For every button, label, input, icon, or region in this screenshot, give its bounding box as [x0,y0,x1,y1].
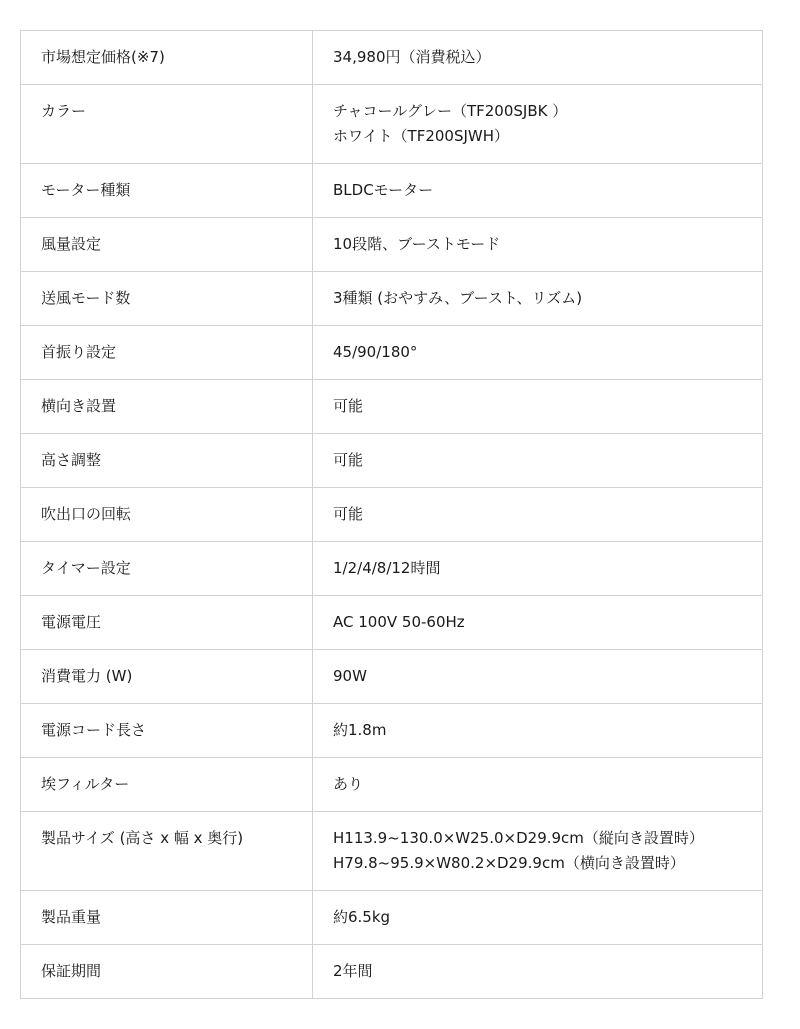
spec-value-line: 90W [333,667,367,685]
spec-value [313,380,763,434]
spec-value-line: 約1.8m [333,721,387,739]
spec-label: 製品サイズ (高さ x 幅 x 奥行) [21,812,313,891]
spec-row-cord-length [21,704,763,758]
spec-value [313,812,763,891]
spec-label: タイマー設定 [21,542,313,596]
spec-value [313,758,763,812]
spec-table [20,30,763,999]
spec-value-line: 2年間 [333,962,373,980]
spec-value-line: AC 100V 50-60Hz [333,613,465,631]
spec-value-line: あり [333,775,364,793]
spec-value [313,31,763,85]
spec-row-price [21,31,763,85]
spec-row-size [21,812,763,891]
spec-value-line: 可能 [333,451,364,469]
spec-row-timer [21,542,763,596]
spec-row-motor [21,164,763,218]
spec-label: 保証期間 [21,945,313,999]
spec-value [313,272,763,326]
spec-value [313,945,763,999]
spec-value-line: 1/2/4/8/12時間 [333,559,441,577]
spec-value-line: H113.9~130.0×W25.0×D29.9cm（縦向き設置時） [333,829,704,847]
spec-label: 吹出口の回転 [21,488,313,542]
spec-value [313,650,763,704]
spec-label: 市場想定価格(※7) [21,31,313,85]
spec-row-filter [21,758,763,812]
spec-label: 電源電圧 [21,596,313,650]
spec-label: 送風モード数 [21,272,313,326]
spec-row-power [21,650,763,704]
spec-label: 高さ調整 [21,434,313,488]
spec-label: 横向き設置 [21,380,313,434]
spec-value [313,704,763,758]
spec-value [313,488,763,542]
spec-label: 製品重量 [21,891,313,945]
spec-label: 風量設定 [21,218,313,272]
spec-row-height-adjust [21,434,763,488]
spec-label: 首振り設定 [21,326,313,380]
spec-value-line: ホワイト（TF200SJWH） [333,127,510,145]
spec-row-voltage [21,596,763,650]
spec-value [313,596,763,650]
spec-row-color [21,85,763,164]
spec-label: カラー [21,85,313,164]
spec-value-line: H79.8~95.9×W80.2×D29.9cm（横向き設置時） [333,854,685,872]
spec-value [313,326,763,380]
spec-row-modes [21,272,763,326]
spec-value [313,218,763,272]
spec-row-oscillation [21,326,763,380]
spec-value-line: 3種類 (おやすみ、ブースト、リズム) [333,289,583,307]
spec-value-line: 可能 [333,397,364,415]
spec-row-outlet-rotation [21,488,763,542]
spec-row-horizontal [21,380,763,434]
spec-value [313,434,763,488]
spec-value [313,891,763,945]
spec-value [313,85,763,164]
spec-value [313,164,763,218]
spec-label: モーター種類 [21,164,313,218]
spec-value-line: 34,980円（消費税込） [333,48,491,66]
spec-row-airflow [21,218,763,272]
spec-row-weight [21,891,763,945]
spec-value [313,542,763,596]
spec-row-warranty [21,945,763,999]
spec-label: 埃フィルター [21,758,313,812]
spec-value-line: 45/90/180° [333,343,418,361]
spec-value-line: 可能 [333,505,364,523]
spec-value-line: 10段階、ブーストモード [333,235,501,253]
spec-label: 電源コード長さ [21,704,313,758]
spec-value-line: チャコールグレー（TF200SJBK ） [333,102,568,120]
spec-label: 消費電力 (W) [21,650,313,704]
spec-value-line: 約6.5kg [333,908,391,926]
spec-value-line: BLDCモーター [333,181,434,199]
